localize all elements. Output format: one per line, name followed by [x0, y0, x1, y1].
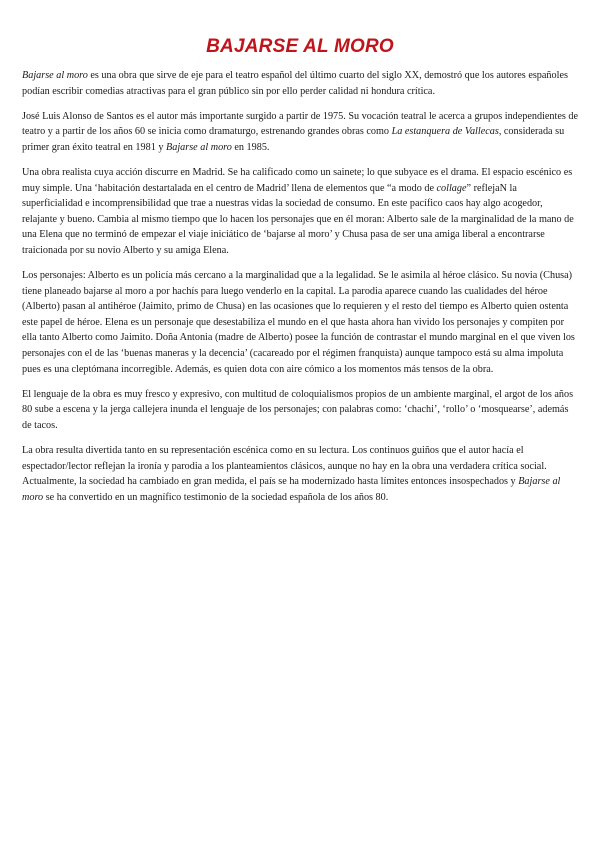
paragraph-text: se ha convertido en un magnífico testimonio de la sociedad española de los años 80. — [43, 491, 389, 503]
paragraph-conclusion — [22, 443, 578, 505]
paragraph-text: en 1985. — [231, 141, 270, 153]
paragraph-setting — [22, 165, 578, 259]
work-title-italic: Bajarse al moro — [22, 476, 561, 503]
document-body — [22, 68, 578, 515]
work-title-italic: La estanquera de Vallecas — [391, 126, 499, 138]
paragraph-intro — [22, 68, 578, 99]
italic-term: collage — [436, 182, 467, 194]
page-title: BAJARSE AL MORO — [206, 36, 394, 57]
paragraph-text: Una obra realista cuya acción discurre en Madrid. Se ha calificado como un sainete; lo que subyace es el drama. El espacio escénico es muy simple. Una ‘habitación destartalada en el centro de Madrid’ llena de elementos que “a modo de — [22, 166, 573, 194]
work-title-italic: Bajarse al moro — [22, 70, 88, 81]
paragraph-characters: Los personajes: Alberto es un policía más cercano a la marginalidad que a la legalidad. Se le asimila al héroe clásico. Su novia (Chusa) tiene planeado bajarse al moro a por hachís para luego venderlo en la capital. La parodia aparece cuando las cualidades del héroe (Alberto) pasan al antihéroe (Jaimito, primo de Chusa) en las ocasiones que lo requieren y el resto del tiempo es Alberto quien ostenta este papel de héroe. Elena es un personaje que desestabiliza el mundo en el que hasta ahora han vivido los personajes y compiten por ella tanto Alberto como Jaimito. Doña Antonia (madre de Alberto) posee la función de contrastar el mundo marginal en el que viven los personajes con el de las ‘buenas maneras y la decencia’ (cacareado por el régimen franquista) aunque tampoco está su alma impoluta pues es una cleptómana incorregible. Además, es quien dota con aire cómico a los momentos más tensos de la obra. — [22, 270, 575, 375]
paragraph-language: El lenguaje de la obra es muy fresco y expresivo, con multitud de coloquialismos propios de un ambiente marginal, el argot de los años 80 sube a escena y la jerga callejera inunda el lenguaje de los personajes; con palabras como: ‘chachi’, ‘rollo’ o ‘mosquearse’, además de tacos. — [22, 388, 574, 431]
paragraph-text: es una obra que sirve de eje para el teatro español del último cuarto del siglo XX, demostró que los autores españoles podían escribir comedias atractivas para el gran público sin por ello perder calidad ni hondura crítica. — [22, 70, 568, 97]
paragraph-text: , considerada su primer gran éxito teatral en 1981 y — [22, 126, 565, 153]
paragraph-text: ” reflejaN la superficialidad e incomprensibilidad que trae a nuestras vidas la sociedad de consumo. En este pacífico caos hay algo acogedor, relajante y bueno. Cambia al mismo tiempo que lo hacen los personajes que en él moran: Alberto sale de la marginalidad de la mano de una Elena que no terminó de empezar el viaje iniciático de ‘bajarse al moro’ y Chusa pasa de ser una amiga liberal a encontrarse traicionada por su novio Alberto y su amiga Elena. — [22, 182, 574, 256]
paragraph-text: La obra resulta divertida tanto en su representación escénica como en su lectura. Los continuos guiños que el autor hacía el espectador/lector reflejan la ironía y parodia a los planteamientos clásicos, aunque no hay en la obra una verdadera crítica social. Actualmente, la sociedad ha cambiado en gran medida, el país se ha modernizado hasta límites entonces insospechados y — [22, 444, 547, 488]
paragraph-text: José Luis Alonso de Santos es el autor más importante surgido a partir de 1975. Su vocación teatral le acerca a grupos independientes de teatro y a partir de los años 60 se inicia como dramaturgo, estrenando grandes obras como — [22, 110, 579, 138]
work-title-italic: Bajarse al moro — [166, 141, 232, 153]
paragraph-author — [22, 109, 578, 156]
